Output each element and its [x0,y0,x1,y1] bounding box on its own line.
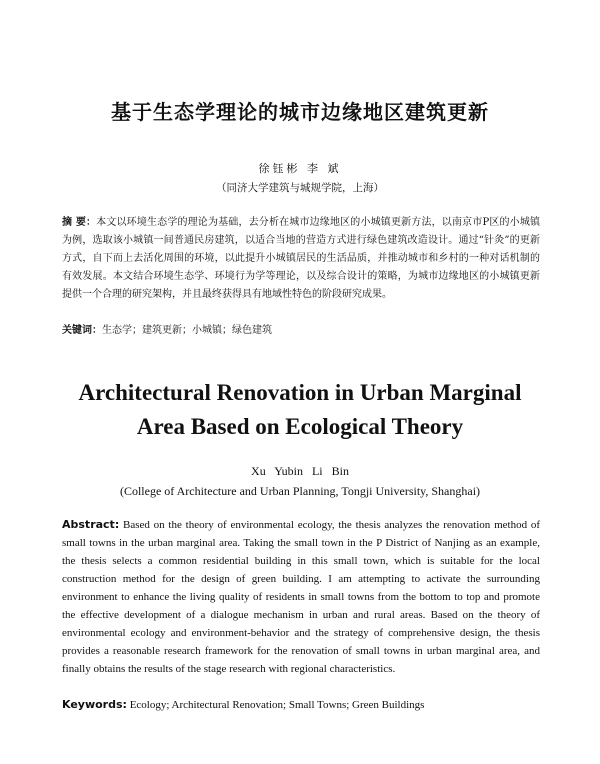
english-abstract-label: Abstract: [62,518,120,531]
chinese-affiliation: （同济大学建筑与城规学院，上海） [216,182,384,194]
english-title-line-1: Architectural Renovation in Urban Marginal [78,380,522,405]
chinese-abstract-text: 本文以环境生态学的理论为基础，去分析在城市边缘地区的小城镇更新方法，以南京市P区的小城镇为例，选取该小城镇一间普通民房建筑，以适合当地的营造方式进行绿色建筑改造设计。通过“针灸”的更新方式，自下而上去活化周围的环境，以此提升小城镇居民的生活品质，并推动城市和乡村的一种对话机制的有效发展。本文结合环境生态学、环境行为学等理论，以及综合设计的策略，为城市边缘地区的小城镇更新提供一个合理的研究架构，并且最终获得具有地域性特色的阶段研究成果。 [62,217,541,300]
chinese-title: 基于生态学理论的城市边缘地区建筑更新 [111,100,489,124]
chinese-keywords [62,322,540,340]
chinese-keywords-text: 生态学；建筑更新；小城镇；绿色建筑 [102,325,272,336]
english-authors: Xu Yubin Li Bin [251,464,349,478]
english-title [0,376,600,444]
chinese-abstract [62,214,540,304]
english-affiliation: (College of Architecture and Urban Planning, Tongji University, Shanghai) [119,484,481,498]
english-keywords [62,696,540,714]
chinese-abstract-label: 摘 要： [62,217,97,228]
english-keywords-label: Keywords: [62,698,127,711]
chinese-keywords-label: 关键词： [62,325,102,336]
english-keywords-text: Ecology; Architectural Renovation; Small Towns; Green Buildings [129,699,425,711]
chinese-authors: 徐钰彬 李 斌 [258,162,342,175]
english-title-line-2: Area Based on Ecological Theory [136,414,464,439]
english-abstract [62,516,540,678]
english-abstract-text: Based on the theory of environmental ecology, the thesis analyzes the renovation method of small towns in the urban marginal area. Taking the small town in the P District of Nanjing as an example, the thesis selects a common residential building in this small town, which is suitable for the local construction method for the design of green building. I am attempting to activate the surrounding environment to enhance the living quality of residents in small towns from the bottom to top and promote the effective development of a dialogue mechanism in urban and rural areas. Based on the theory of environmental ecology and environment-behavior and the strategy of comprehensive design, the thesis provides a reasonable research framework for the renovation of small towns in urban marginal area, and finally obtains the results of the stage research with regional characteristics. [62,519,540,675]
